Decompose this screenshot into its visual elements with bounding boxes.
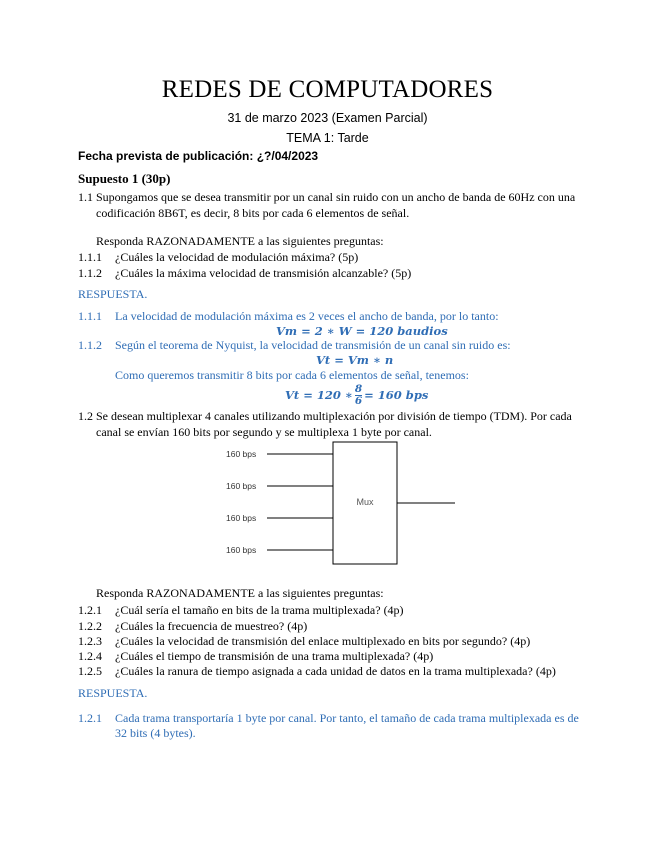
input-rate-label: 160 bps [226,449,257,459]
question-number: 1.1.2 [78,266,102,280]
input-rate-label: 160 bps [226,513,257,523]
question-text: ¿Cuáles la velocidad de transmisión del enlace multiplexado en bits por segundo? (4p) [115,634,531,648]
answer-text: La velocidad de modulación máxima es 2 veces el ancho de banda, por lo tanto: [115,309,499,323]
exam-tema: TEMA 1: Tarde [286,131,369,145]
answer-number: 1.1.1 [78,309,102,323]
question-number: 1.2.1 [78,603,102,617]
question-text: ¿Cuáles la velocidad de modulación máxima? (5p) [115,250,359,264]
instructions: Responda RAZONADAMENTE a las siguientes preguntas: [96,586,384,600]
mux-label: Mux [356,497,374,507]
exam-date: 31 de marzo 2023 (Examen Parcial) [227,111,428,125]
problem-text-line: Se desean multiplexar 4 canales utilizando multiplexación por división de tiempo (TDM). Por cada [96,409,572,423]
problem-text-line: codificación 8B6T, es decir, 8 bits por cada 6 elementos de señal. [96,206,410,220]
fraction-denominator: 6 [354,394,363,407]
answer-text: Cada trama transportaría 1 byte por canal. Por tanto, el tamaño de cada trama multiplexada es de [115,711,579,725]
formula-suffix: = 160 bps [364,388,429,402]
formula-transmission [285,380,428,410]
section-number: 1.2 [78,409,93,423]
publication-date: Fecha prevista de publicación: ¿?/04/2023 [78,149,319,163]
question-text: ¿Cuáles la frecuencia de muestreo? (4p) [115,619,308,633]
instructions: Responda RAZONADAMENTE a las siguientes preguntas: [96,234,384,248]
answer-text: Como queremos transmitir 8 bits por cada 6 elementos de señal, tenemos: [115,368,469,382]
answer-number: 1.1.2 [78,338,102,352]
problem-text-line: Supongamos que se desea transmitir por un canal sin ruido con un ancho de banda de 60Hz con una [96,190,576,204]
question-number: 1.2.3 [78,634,102,648]
fraction-numerator: 8 [354,383,363,395]
problem-text-line: canal se envían 160 bits por segundo y se multiplexa 1 byte por canal. [96,425,432,439]
respuesta-label: RESPUESTA. [78,686,148,700]
question-number: 1.2.2 [78,619,102,633]
document-title: REDES DE COMPUTADORES [161,76,494,103]
supuesto-heading: Supuesto 1 (30p) [78,171,171,186]
formula-modulation: Vm = 2 ∗ W = 120 baudios [276,324,448,338]
tdm-diagram [215,438,465,568]
section-number: 1.1 [78,190,93,204]
formula-nyquist: Vt = Vm ∗ n [316,353,394,367]
question-number: 1.2.5 [78,664,102,678]
question-text: ¿Cuál sería el tamaño en bits de la trama multiplexada? (4p) [115,603,404,617]
input-rate-label: 160 bps [226,545,257,555]
answer-text: 32 bits (4 bytes). [115,726,196,740]
fraction [355,384,362,406]
formula-prefix: Vt = 120 ∗ [285,388,353,402]
answer-text: Según el teorema de Nyquist, la velocidad de transmisión de un canal sin ruido es: [115,338,511,352]
input-rate-label: 160 bps [226,481,257,491]
question-text: ¿Cuáles la máxima velocidad de transmisión alcanzable? (5p) [115,266,412,280]
question-number: 1.2.4 [78,649,102,663]
question-text: ¿Cuáles la ranura de tiempo asignada a cada unidad de datos en la trama multiplexada? (4p) [115,664,556,678]
question-text: ¿Cuáles el tiempo de transmisión de una trama multiplexada? (4p) [115,649,434,663]
answer-number: 1.2.1 [78,711,102,725]
respuesta-label: RESPUESTA. [78,287,148,301]
question-number: 1.1.1 [78,250,102,264]
